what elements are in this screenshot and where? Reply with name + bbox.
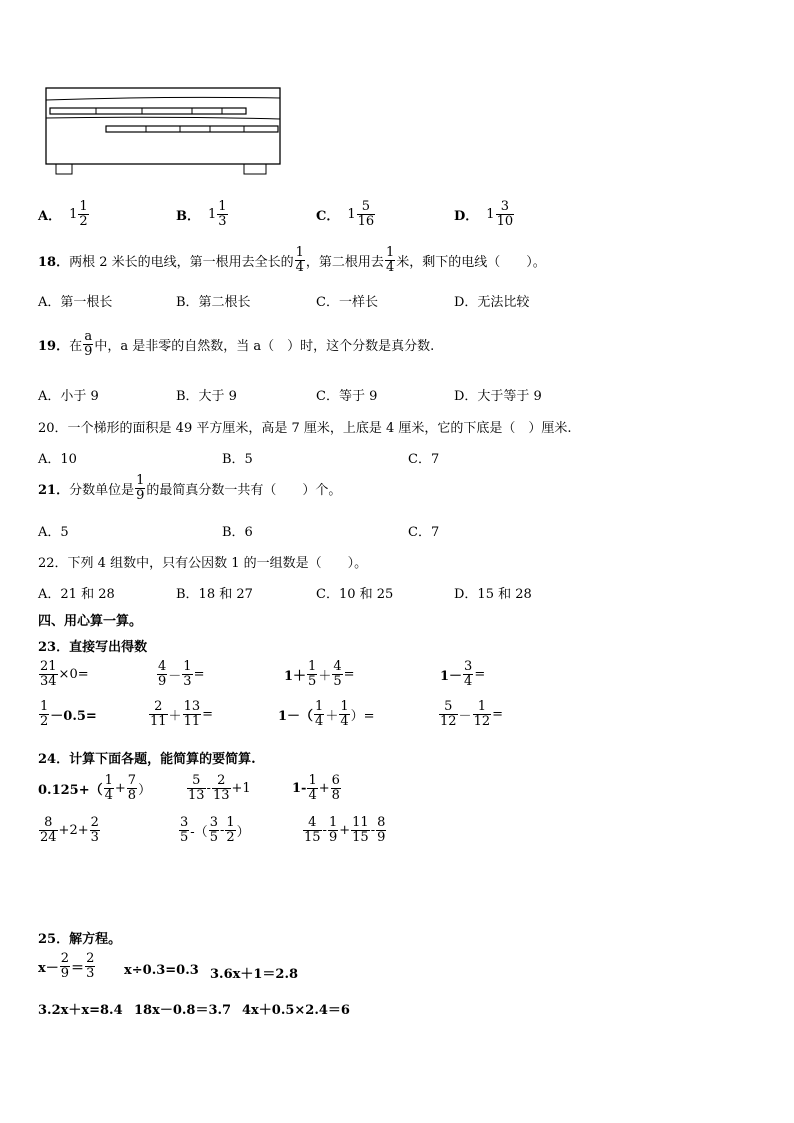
- operator: -: [219, 823, 225, 838]
- q25-eq6: 4x＋0.5×2.4＝6: [242, 1003, 350, 1018]
- q20-option-c[interactable]: C．7: [408, 452, 440, 467]
- q23-eq5: [38, 700, 97, 729]
- q17-option-a[interactable]: [38, 200, 90, 229]
- fraction: $\frac{1}{5}$: [308, 659, 317, 689]
- operator: ＝: [71, 961, 85, 976]
- fraction: $\frac{5}{12}$: [440, 699, 457, 729]
- fraction: $\frac{1}{4}$: [385, 245, 395, 275]
- question-number: 19．: [38, 339, 70, 354]
- q17-option-b[interactable]: [176, 200, 229, 229]
- option-letter: A．: [38, 209, 62, 224]
- operator: ＋: [325, 709, 339, 724]
- question-number: 18．: [38, 255, 70, 270]
- fraction: $\frac{4}{9}$: [158, 659, 167, 689]
- q20-option-b[interactable]: B．5: [222, 452, 253, 467]
- fraction: $\frac{5}{13}$: [188, 773, 205, 803]
- text: ）: [138, 783, 152, 798]
- q23-eq3: [284, 660, 355, 689]
- text: ）=: [350, 709, 375, 724]
- text: 分数单位是: [69, 483, 135, 498]
- text: ×0=: [58, 667, 89, 682]
- q24-title: 24．计算下面各题，能简算的要简算.: [38, 752, 256, 767]
- q24-eq5: [178, 816, 250, 845]
- q20-option-a[interactable]: A．10: [38, 452, 77, 467]
- option-letter: D．: [454, 209, 479, 224]
- operator: ＋: [168, 709, 182, 724]
- fraction: $\frac{1}{3}$: [183, 659, 192, 689]
- text: 1－: [440, 669, 463, 684]
- q23-title: 23．直接写出得数: [38, 640, 148, 655]
- operator: +: [339, 823, 351, 838]
- whole: 1: [486, 207, 495, 222]
- operator: ＋: [318, 669, 332, 684]
- q19-option-b[interactable]: B．大于 9: [176, 389, 237, 404]
- q23-eq6: [148, 700, 213, 729]
- text: 在: [69, 339, 83, 354]
- fraction: $\frac{1}{12}$: [473, 699, 491, 729]
- text: =: [343, 667, 355, 682]
- whole: 1: [69, 207, 78, 222]
- q25-eq5: 18x－0.8＝3.7: [134, 1003, 232, 1018]
- q25-eq4: 3.2x＋x=8.4: [38, 1003, 123, 1018]
- q24-eq3: [292, 774, 342, 803]
- fraction: $\frac{1}{4}$: [315, 699, 324, 729]
- fraction: $\frac{1}{9}$: [328, 815, 338, 845]
- q18-option-b[interactable]: B．第二根长: [176, 295, 251, 310]
- q23-eq2: [156, 660, 204, 689]
- q25-title: 25．解方程。: [38, 932, 122, 947]
- fraction: $\frac{1}{4}$: [295, 245, 304, 275]
- q18-option-d[interactable]: D．无法比较: [454, 295, 530, 310]
- q25-eq2: x÷0.3=0.3: [124, 963, 199, 978]
- text: 1－（: [278, 709, 314, 724]
- operator: +: [114, 781, 126, 796]
- q21-stem: [38, 474, 341, 503]
- q24-eq6: [302, 816, 387, 845]
- fraction: $\frac{2}{9}$: [60, 951, 70, 981]
- text: －0.5=: [50, 709, 97, 724]
- q17-option-d[interactable]: [454, 200, 515, 229]
- q22-option-a[interactable]: A．21 和 28: [38, 587, 115, 602]
- fraction: $\frac{2}{11}$: [150, 699, 167, 729]
- operator: -: [322, 823, 327, 838]
- text: 1＋: [284, 669, 307, 684]
- q21-option-c[interactable]: C．7: [408, 525, 440, 540]
- operator: －: [168, 669, 182, 684]
- question-number: 21．: [38, 483, 70, 498]
- fraction: $\frac{3}{10}$: [496, 199, 514, 229]
- text: 1-: [292, 781, 307, 796]
- q23-eq8: [438, 700, 503, 729]
- text: 的最简真分数一共有（ ）个。: [146, 483, 342, 498]
- option-letter: B．: [176, 209, 200, 224]
- q24-eq1: [38, 774, 151, 803]
- option-letter: C．: [316, 209, 340, 224]
- q25-eq1: [38, 952, 96, 981]
- whole: 1: [208, 207, 217, 222]
- text: 中，a 是非零的自然数，当 a（ ）时，这个分数是真分数.: [94, 339, 435, 354]
- operator: －: [458, 709, 472, 724]
- q19-option-a[interactable]: A．小于 9: [38, 389, 99, 404]
- fraction: $\frac{5}{16}$: [357, 199, 375, 229]
- fraction: $\frac{1}{4}$: [104, 773, 113, 803]
- q23-eq7: [278, 700, 375, 729]
- fraction: $\frac{2}{3}$: [86, 951, 95, 981]
- q23-eq4: [440, 660, 485, 689]
- fraction: $\frac{8}{24}$: [40, 815, 57, 845]
- q19-stem: [38, 330, 434, 359]
- text: =: [492, 707, 504, 722]
- fraction: $\frac{1}{3}$: [218, 199, 227, 229]
- fraction: $\frac{4}{15}$: [304, 815, 321, 845]
- q22-option-c[interactable]: C．10 和 25: [316, 587, 394, 602]
- fraction: $\frac{1}{9}$: [136, 473, 145, 503]
- q20-stem: 20．一个梯形的面积是 49 平方厘米，高是 7 厘米，上底是 4 厘米，它的下底是（ ）厘米.: [38, 421, 572, 436]
- q19-option-d[interactable]: D．大于等于 9: [454, 389, 542, 404]
- operator: -: [206, 781, 211, 796]
- text: ，第二根用去: [305, 255, 384, 270]
- q25-eq3: 3.6x＋1＝2.8: [210, 967, 299, 982]
- fraction: $\frac{11}{15}$: [352, 815, 369, 845]
- text: ）: [236, 825, 250, 840]
- fraction: $\frac{3}{5}$: [209, 815, 218, 845]
- whole: 1: [347, 207, 356, 222]
- operator: +: [318, 781, 330, 796]
- fraction: $\frac{1}{2}$: [79, 199, 88, 229]
- q18-option-c[interactable]: C．一样长: [316, 295, 378, 310]
- q21-option-a[interactable]: A．5: [38, 525, 69, 540]
- q18-option-a[interactable]: A．第一根长: [38, 295, 113, 310]
- fraction: $\frac{1}{4}$: [308, 773, 317, 803]
- fraction: $\frac{4}{5}$: [333, 659, 342, 689]
- operator: +2+: [58, 823, 89, 838]
- q22-option-b[interactable]: B．18 和 27: [176, 587, 253, 602]
- section-heading: 四、用心算一算。: [38, 614, 143, 629]
- text: =: [202, 707, 214, 722]
- fraction: $\frac{13}{11}$: [183, 699, 201, 729]
- fraction: $\frac{2}{13}$: [212, 773, 230, 803]
- q24-eq2: [186, 774, 251, 803]
- fraction: $\frac{1}{2}$: [226, 815, 235, 845]
- operator: -（: [190, 825, 208, 840]
- fraction: $\frac{a}{9}$: [84, 329, 93, 359]
- fraction: $\frac{1}{2}$: [40, 699, 49, 729]
- text: 0.125+（: [38, 783, 103, 798]
- fraction: $\frac{6}{8}$: [331, 773, 340, 803]
- q22-stem: 22．下列 4 组数中，只有公因数 1 的一组数是（ ）。: [38, 556, 368, 571]
- fraction: $\frac{21}{34}$: [40, 659, 57, 689]
- fraction: $\frac{8}{9}$: [377, 815, 386, 845]
- q23-eq1: [38, 660, 89, 689]
- q22-option-d[interactable]: D．15 和 28: [454, 587, 532, 602]
- fraction: $\frac{3}{5}$: [180, 815, 189, 845]
- operator: -: [370, 823, 376, 838]
- q24-eq4: [38, 816, 101, 845]
- text: x－: [38, 961, 59, 976]
- q21-option-b[interactable]: B．6: [222, 525, 253, 540]
- fraction: $\frac{1}{4}$: [340, 699, 349, 729]
- q17-option-c[interactable]: [316, 200, 376, 229]
- text: +1: [231, 781, 251, 796]
- fraction: $\frac{2}{3}$: [90, 815, 99, 845]
- text: 两根 2 米长的电线，第一根用去全长的: [69, 255, 294, 270]
- fraction: $\frac{3}{4}$: [464, 659, 473, 689]
- text: 米，剩下的电线（ ）。: [396, 255, 546, 270]
- fraction: $\frac{7}{8}$: [127, 773, 137, 803]
- shelf-figure: [44, 86, 284, 176]
- q18-stem: [38, 246, 546, 275]
- text: =: [474, 667, 486, 682]
- text: =: [193, 667, 205, 682]
- q19-option-c[interactable]: C．等于 9: [316, 389, 378, 404]
